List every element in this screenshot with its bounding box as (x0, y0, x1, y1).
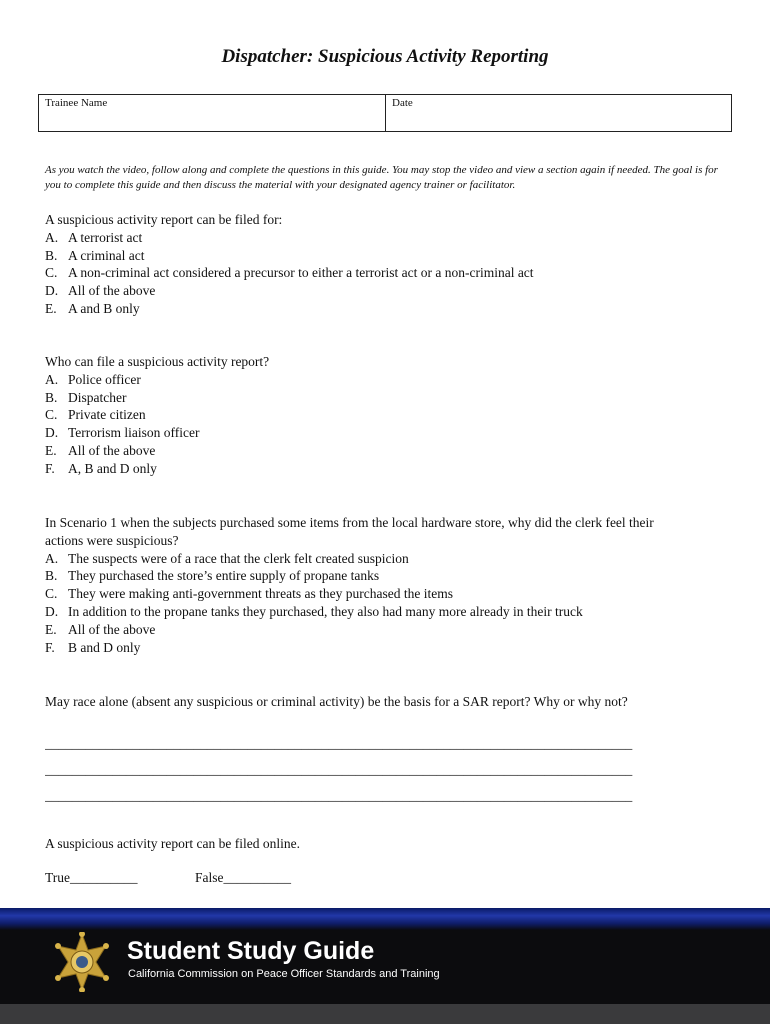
option: D. In addition to the propane tanks they purchased, they also had many more already in their truck (45, 603, 583, 619)
answer-line[interactable]: _______________________________________________________________________________________ (45, 788, 633, 803)
answer-line[interactable]: _______________________________________________________________________________________ (45, 762, 633, 777)
option: B. Dispatcher (45, 389, 127, 405)
option: C. A non-criminal act considered a precursor to either a terrorist act or a non-criminal act (45, 265, 534, 281)
trainee-name-field[interactable] (39, 95, 386, 131)
true-answer-blank[interactable]: True__________ (45, 870, 138, 885)
answer-line[interactable]: _______________________________________________________________________________________ (45, 736, 633, 751)
option: F. A, B and D only (45, 460, 157, 476)
option: E. All of the above (45, 442, 156, 458)
date-label: Date (392, 97, 413, 109)
footer-subtitle: California Commission on Peace Officer Standards and Training (128, 968, 440, 980)
date-field[interactable] (386, 95, 731, 131)
option: A. Police officer (45, 371, 141, 387)
trainee-info-table (38, 94, 732, 132)
question-5 (45, 835, 695, 853)
option: D. Terrorism liaison officer (45, 425, 200, 441)
option: E. All of the above (45, 621, 156, 637)
option: E. A and B only (45, 300, 140, 316)
option: B. A criminal act (45, 247, 145, 263)
footer-glow (0, 908, 770, 930)
question-3 (45, 514, 695, 656)
instructions: As you watch the video, follow along and complete the questions in this guide. You may stop the video and view a section again if needed. The goal is for you to complete this guide and then discuss the material with your designated agency trainer or facilitator. (45, 164, 718, 191)
option: C. Private citizen (45, 407, 146, 423)
footer-banner (0, 908, 770, 1024)
question-4-text: May race alone (absent any suspicious or criminal activity) be the basis for a SAR report? Why or why not? (45, 694, 628, 709)
footer-band (0, 1004, 770, 1024)
question-1-text: A suspicious activity report can be filed for: (45, 212, 283, 227)
answer-lines[interactable] (45, 733, 685, 811)
option: F. B and D only (45, 639, 141, 655)
option: C. They were making anti-government threats as they purchased the items (45, 586, 453, 602)
document-title: Dispatcher: Suspicious Activity Reporting (221, 46, 549, 67)
option: A. A terrorist act (45, 229, 143, 245)
option: B. They purchased the store’s entire supply of propane tanks (45, 568, 380, 584)
gold-star-badge-icon (52, 932, 112, 992)
question-3-text: In Scenario 1 when the subjects purchased some items from the local hardware store, why did the clerk feel their actions were suspicious? (45, 515, 654, 548)
option: D. All of the above (45, 283, 156, 299)
false-answer-blank[interactable]: False__________ (195, 870, 291, 885)
question-4 (45, 693, 695, 711)
option: A. The suspects were of a race that the clerk felt created suspicion (45, 550, 409, 566)
question-1 (45, 211, 695, 318)
question-2-text: Who can file a suspicious activity report? (45, 354, 270, 369)
question-2 (45, 353, 695, 478)
trainee-name-label: Trainee Name (45, 97, 108, 109)
footer-title: Student Study Guide (127, 937, 375, 965)
question-5-text: A suspicious activity report can be filed online. (45, 836, 300, 851)
true-false-answers (45, 870, 291, 886)
